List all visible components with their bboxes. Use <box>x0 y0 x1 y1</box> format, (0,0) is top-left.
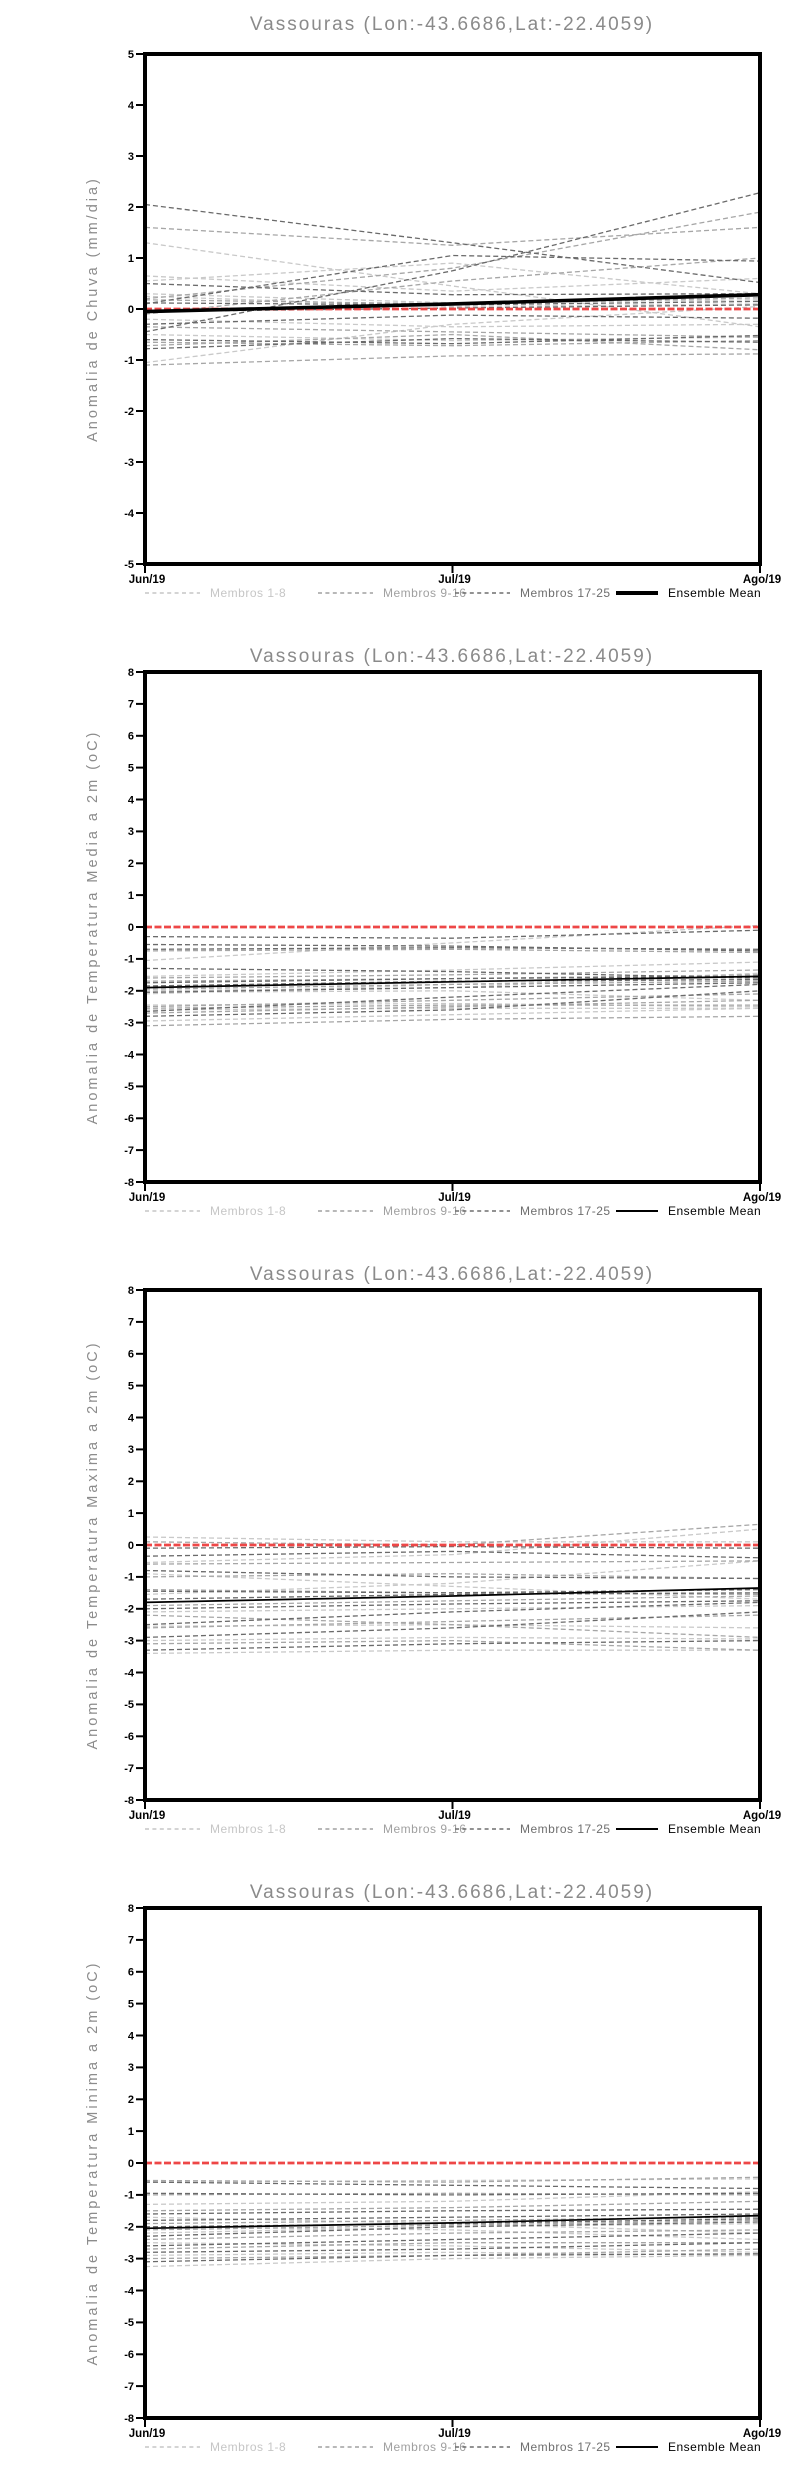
member-line <box>145 276 760 291</box>
member-line <box>145 1547 760 1549</box>
y-tick-label: -2 <box>124 985 134 998</box>
legend-item-label: Membros 1-8 <box>210 2440 287 2454</box>
legend-item-label: Membros 17-25 <box>520 1822 611 1836</box>
y-axis-label: Anomalia de Temperatura Minima a 2m (oC) <box>85 1960 101 2366</box>
y-tick-label: 5 <box>127 48 134 61</box>
y-tick-label: -2 <box>124 1603 134 1616</box>
legend-item-label: Ensemble Mean <box>668 1204 762 1218</box>
y-tick-label: 2 <box>127 858 134 871</box>
y-tick-label: 3 <box>127 826 134 839</box>
y-tick-label: -1 <box>124 354 134 367</box>
legend-item-label: Membros 9-16 <box>383 1204 467 1218</box>
ensemble-chart-2 <box>0 618 800 1236</box>
x-tick-label: Jun/19 <box>128 574 166 586</box>
y-tick-label: 7 <box>127 698 134 711</box>
y-tick-label: -4 <box>124 2285 134 2298</box>
y-tick-label: 0 <box>127 921 134 934</box>
x-tick-label: Ago/19 <box>742 1192 782 1204</box>
member-line <box>145 227 760 245</box>
y-tick-label: -4 <box>124 1049 134 1062</box>
y-tick-label: 8 <box>127 1902 134 1915</box>
member-line <box>145 930 760 938</box>
y-tick-label: 0 <box>127 303 134 316</box>
y-tick-label: 3 <box>127 2062 134 2075</box>
chart-title: Vassouras (Lon:-43.6686,Lat:-22.4059) <box>249 14 655 35</box>
y-tick-label: 2 <box>127 1476 134 1489</box>
ensemble-chart-4 <box>0 1854 800 2472</box>
y-tick-label: 1 <box>127 1507 134 1520</box>
x-tick-label: Ago/19 <box>742 2428 782 2440</box>
x-tick-label: Jun/19 <box>128 2428 166 2440</box>
y-tick-label: -4 <box>124 507 134 520</box>
legend-item-label: Ensemble Mean <box>668 1822 762 1836</box>
y-tick-label: 4 <box>127 1412 134 1425</box>
y-tick-label: -8 <box>124 2412 134 2425</box>
legend-item-label: Membros 17-25 <box>520 586 611 600</box>
member-line <box>145 1641 760 1651</box>
y-tick-label: -7 <box>124 2380 134 2393</box>
y-tick-label: 2 <box>127 2094 134 2107</box>
y-tick-label: -5 <box>124 1699 134 1712</box>
member-line <box>145 327 760 337</box>
x-tick-label: Jul/19 <box>438 1810 471 1822</box>
chart-title: Vassouras (Lon:-43.6686,Lat:-22.4059) <box>249 646 655 667</box>
y-tick-label: -3 <box>124 1635 134 1648</box>
y-tick-label: -8 <box>124 1176 134 1189</box>
x-tick-label: Ago/19 <box>742 1810 782 1822</box>
member-line <box>145 1606 760 1612</box>
y-tick-label: 7 <box>127 1934 134 1947</box>
legend-item-label: Ensemble Mean <box>668 586 762 600</box>
y-tick-label: -3 <box>124 2253 134 2266</box>
chart-title: Vassouras (Lon:-43.6686,Lat:-22.4059) <box>249 1882 655 1903</box>
chart-canvas <box>0 0 800 618</box>
member-line <box>145 1016 760 1026</box>
y-axis-label: Anomalia de Temperatura Maxima a 2m (oC) <box>85 1340 101 1750</box>
y-tick-label: -5 <box>124 2317 134 2330</box>
y-tick-label: -3 <box>124 1017 134 1030</box>
y-tick-label: -1 <box>124 1571 134 1584</box>
y-tick-label: 7 <box>127 1316 134 1329</box>
chart-canvas <box>0 1854 800 2472</box>
legend-item-label: Membros 1-8 <box>210 586 287 600</box>
y-tick-label: -8 <box>124 1794 134 1807</box>
y-tick-label: -2 <box>124 2221 134 2234</box>
y-tick-label: 6 <box>127 1348 134 1361</box>
y-tick-label: -5 <box>124 558 134 571</box>
legend-item-label: Membros 1-8 <box>210 1204 287 1218</box>
legend-item-label: Membros 17-25 <box>520 1204 611 1218</box>
x-tick-label: Jun/19 <box>128 1192 166 1204</box>
member-line <box>145 925 760 960</box>
member-line <box>145 1561 760 1564</box>
y-tick-label: 4 <box>127 794 134 807</box>
member-line <box>145 212 760 299</box>
y-tick-label: -7 <box>124 1762 134 1775</box>
y-tick-label: -3 <box>124 456 134 469</box>
y-tick-label: 2 <box>127 201 134 214</box>
legend-item-label: Membros 9-16 <box>383 586 467 600</box>
y-tick-label: 5 <box>127 762 134 775</box>
x-tick-label: Jul/19 <box>438 1192 471 1204</box>
y-tick-label: 5 <box>127 1380 134 1393</box>
y-axis-label: Anomalia de Chuva (mm/dia) <box>85 176 101 442</box>
legend-item-label: Membros 9-16 <box>383 2440 467 2454</box>
x-tick-label: Jul/19 <box>438 574 471 586</box>
y-tick-label: -7 <box>124 1144 134 1157</box>
y-tick-label: -6 <box>124 1113 134 1126</box>
legend-item-label: Membros 1-8 <box>210 1822 287 1836</box>
x-tick-label: Ago/19 <box>742 574 782 586</box>
y-tick-label: 1 <box>127 252 134 265</box>
y-tick-label: -1 <box>124 953 134 966</box>
member-line <box>145 1650 760 1653</box>
member-line <box>145 315 760 324</box>
ensemble-chart-3 <box>0 1236 800 1854</box>
ensemble-chart-1 <box>0 0 800 618</box>
legend-item-label: Membros 9-16 <box>383 1822 467 1836</box>
y-tick-label: 8 <box>127 1284 134 1297</box>
chart-canvas <box>0 618 800 1236</box>
member-line <box>145 354 760 365</box>
y-tick-label: 5 <box>127 1998 134 2011</box>
chart-title: Vassouras (Lon:-43.6686,Lat:-22.4059) <box>249 1264 655 1285</box>
y-tick-label: 6 <box>127 730 134 743</box>
y-tick-label: -5 <box>124 1081 134 1094</box>
y-tick-label: -1 <box>124 2189 134 2202</box>
y-tick-label: 3 <box>127 1444 134 1457</box>
y-axis-label: Anomalia de Temperatura Media a 2m (oC) <box>85 729 101 1125</box>
y-tick-label: 0 <box>127 1539 134 1552</box>
y-tick-label: -2 <box>124 405 134 418</box>
y-tick-label: 8 <box>127 666 134 679</box>
member-line <box>145 319 760 327</box>
y-tick-label: -4 <box>124 1667 134 1680</box>
legend-item-label: Membros 17-25 <box>520 2440 611 2454</box>
y-tick-label: -6 <box>124 2349 134 2362</box>
y-tick-label: 4 <box>127 99 134 112</box>
y-tick-label: 0 <box>127 2157 134 2170</box>
x-tick-label: Jun/19 <box>128 1810 166 1822</box>
y-tick-label: 1 <box>127 2125 134 2138</box>
y-tick-label: 3 <box>127 150 134 163</box>
member-line <box>145 2182 760 2188</box>
y-tick-label: -6 <box>124 1731 134 1744</box>
member-line <box>145 1537 760 1542</box>
y-tick-label: 6 <box>127 1966 134 1979</box>
legend-item-label: Ensemble Mean <box>668 2440 762 2454</box>
y-tick-label: 1 <box>127 889 134 902</box>
y-tick-label: 4 <box>127 2030 134 2043</box>
chart-canvas <box>0 1236 800 1854</box>
x-tick-label: Jul/19 <box>438 2428 471 2440</box>
